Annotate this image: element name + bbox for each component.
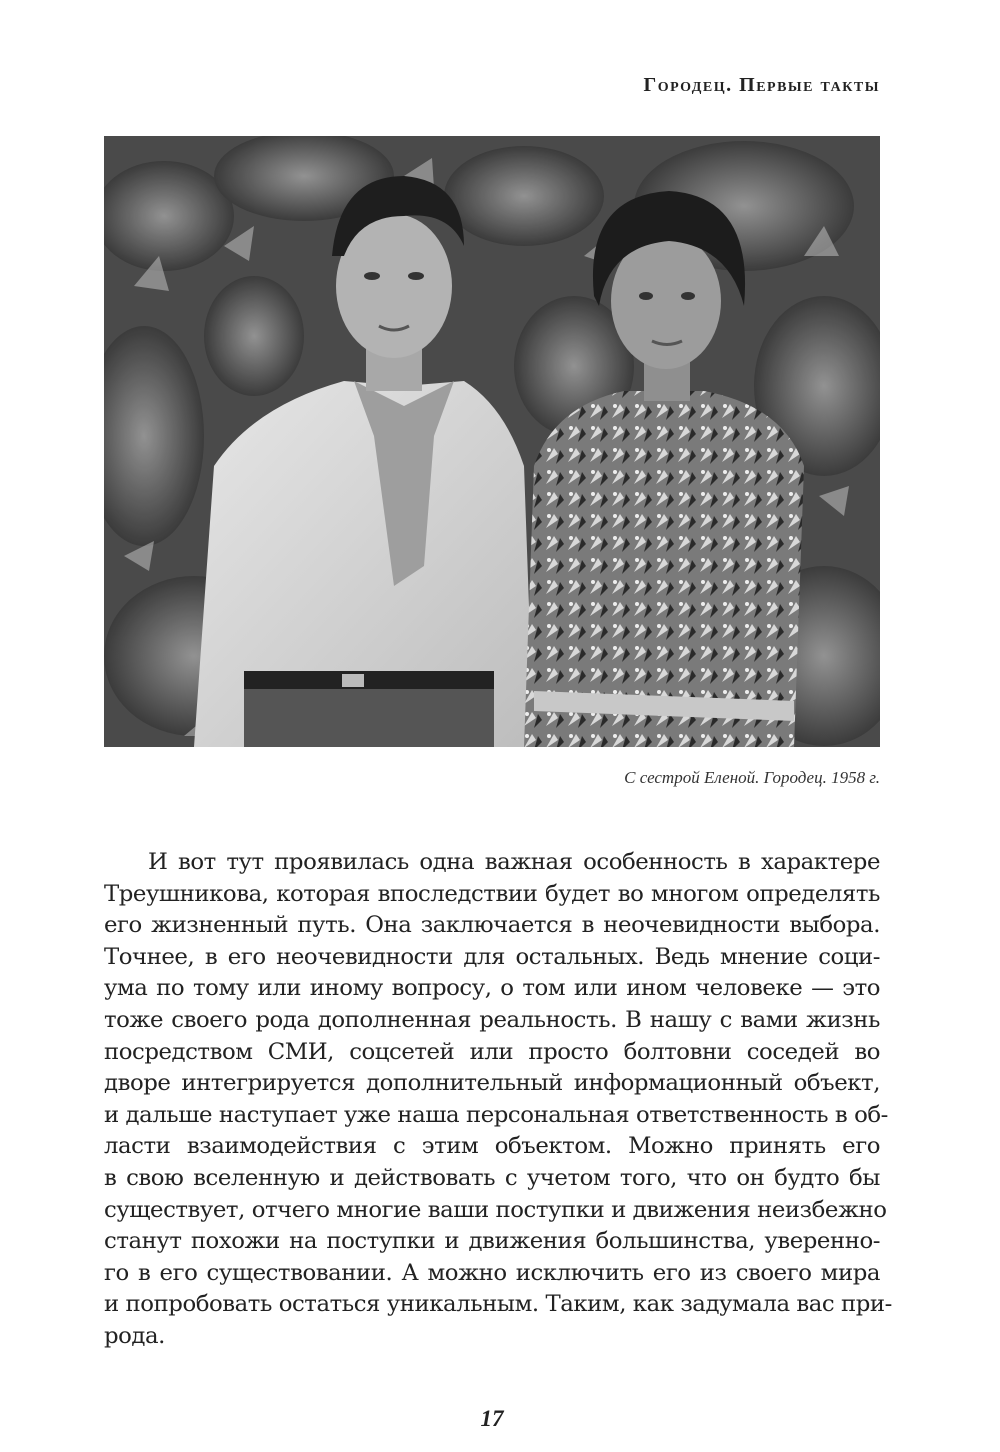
text-line: го в его существовании. А можно исключить его из своего мира bbox=[104, 1259, 880, 1286]
photo-image bbox=[104, 136, 880, 747]
text-line: тоже своего рода дополненная реальность. В нашу с вами жизнь bbox=[104, 1006, 880, 1033]
text-line: ласти взаимодействия с этим объектом. Можно принять его bbox=[104, 1133, 880, 1160]
text-line: в свою вселенную и действовать с учетом того, что он будто бы bbox=[104, 1164, 880, 1191]
text-line: рода. bbox=[104, 1322, 165, 1349]
photo bbox=[104, 136, 880, 747]
running-title: Городец. Первые такты bbox=[643, 74, 880, 96]
text-line: станут похожи на поступки и движения большинства, уверенно- bbox=[104, 1228, 880, 1255]
text-line: и дальше наступает уже наша персональная ответственность в об- bbox=[104, 1101, 888, 1128]
text-line: Треушникова, которая впоследствии будет во многом определять bbox=[104, 880, 880, 907]
text-line: И вот тут проявилась одна важная особенность в характере bbox=[148, 849, 880, 875]
text-line: его жизненный путь. Она заключается в неочевидности выбора. bbox=[104, 912, 880, 939]
text-line: существует, отчего многие ваши поступки и движения неизбежно bbox=[104, 1196, 887, 1223]
photo-caption: С сестрой Еленой. Городец. 1958 г. bbox=[624, 768, 880, 787]
text-line: дворе интегрируется дополнительный информационный объект, bbox=[104, 1070, 880, 1097]
text-line: и попробовать остаться уникальным. Таким, как задумала вас при- bbox=[104, 1291, 892, 1318]
text-line: ума по тому или иному вопросу, о том или ином человеке — это bbox=[104, 975, 880, 1002]
body-paragraph bbox=[104, 847, 892, 1353]
page-number: 17 bbox=[480, 1406, 504, 1431]
text-line: посредством СМИ, соцсетей или просто болтовни соседей во bbox=[104, 1038, 880, 1065]
text-line: Точнее, в его неочевидности для остальных. Ведь мнение соци- bbox=[104, 943, 880, 970]
